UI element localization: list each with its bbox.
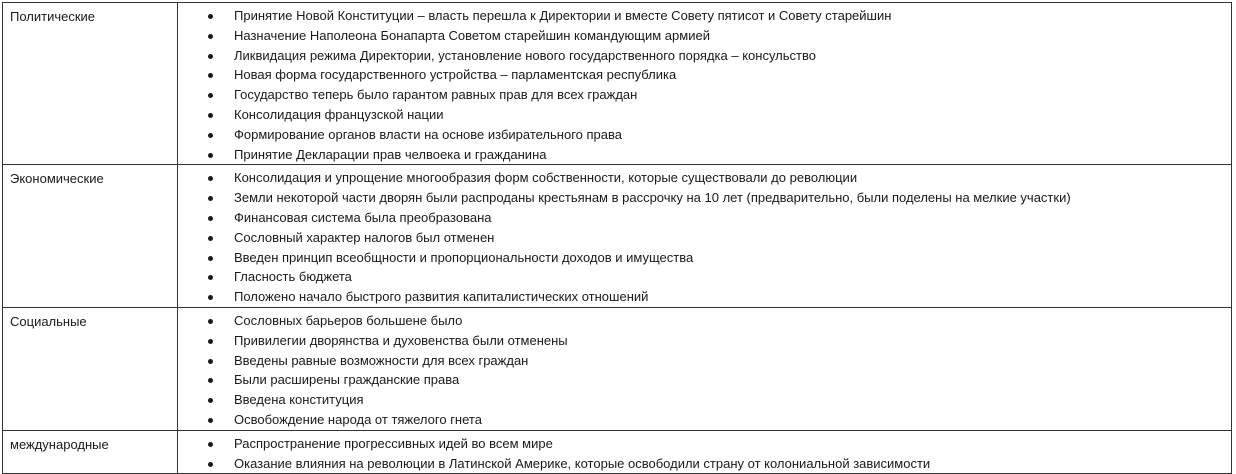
bullet-icon bbox=[208, 14, 213, 19]
category-cell: Социальные bbox=[3, 307, 178, 430]
bullet-list bbox=[178, 168, 1231, 307]
list-item bbox=[178, 248, 1231, 268]
list-item-text: Финансовая система была преобразована bbox=[234, 209, 492, 225]
bullet-icon bbox=[208, 295, 213, 300]
list-item bbox=[178, 85, 1231, 105]
bullet-icon bbox=[208, 359, 213, 364]
bullet-icon bbox=[208, 196, 213, 201]
list-item bbox=[178, 46, 1231, 66]
list-item bbox=[178, 311, 1231, 331]
list-item-text: Консолидация французской нации bbox=[234, 106, 444, 122]
bullet-icon bbox=[208, 113, 213, 118]
items-cell bbox=[178, 3, 1232, 165]
bullet-list bbox=[178, 311, 1231, 430]
list-item bbox=[178, 188, 1231, 208]
bullet-icon bbox=[208, 236, 213, 241]
items-cell bbox=[178, 307, 1232, 430]
list-item-text: Сословный характер налогов был отменен bbox=[234, 229, 495, 245]
items-cell bbox=[178, 165, 1232, 308]
bullet-icon bbox=[208, 73, 213, 78]
list-item bbox=[178, 434, 1231, 454]
category-cell: международные bbox=[3, 430, 178, 474]
list-item bbox=[178, 370, 1231, 390]
list-item bbox=[178, 454, 1231, 474]
bullet-icon bbox=[208, 378, 213, 383]
list-item-text: Введены равные возможности для всех граждан bbox=[234, 352, 529, 368]
bullet-icon bbox=[208, 339, 213, 344]
bullet-list bbox=[178, 434, 1231, 474]
bullet-list bbox=[178, 6, 1231, 164]
list-item-text: Освобождение народа от тяжелого гнета bbox=[234, 411, 482, 427]
list-item-text: Консолидация и упрощение многообразия форм собственности, которые существовали до революции bbox=[234, 170, 858, 186]
bullet-icon bbox=[208, 133, 213, 138]
bullet-icon bbox=[208, 275, 213, 280]
list-item-text: Принятие Новой Конституции – власть перешла к Директории и вместе Совету пятисот и Совету старейшин bbox=[234, 8, 892, 23]
bullet-icon bbox=[208, 153, 213, 158]
bullet-icon bbox=[208, 216, 213, 221]
table-body bbox=[3, 3, 1232, 474]
list-item-text: Привилегии дворянства и духовенства были отменены bbox=[234, 332, 568, 348]
items-cell bbox=[178, 430, 1232, 474]
results-table bbox=[2, 2, 1232, 474]
list-item-text: Новая форма государственного устройства – парламентская республика bbox=[234, 67, 677, 83]
list-item bbox=[178, 331, 1231, 351]
list-item bbox=[178, 351, 1231, 371]
list-item bbox=[178, 410, 1231, 430]
list-item bbox=[178, 390, 1231, 410]
table-row bbox=[3, 3, 1232, 165]
list-item bbox=[178, 267, 1231, 287]
list-item bbox=[178, 125, 1231, 145]
list-item-text: Ликвидация режима Директории, установление нового государственного порядка – консульство bbox=[234, 47, 816, 63]
bullet-icon bbox=[208, 256, 213, 261]
list-item-text: Распространение прогрессивных идей во всем мире bbox=[234, 435, 553, 451]
list-item-text: Оказание влияния на революции в Латинской Америке, которые освободили страну от колониальной зависимости bbox=[234, 455, 931, 471]
list-item-text: Принятие Декларации прав челвоека и гражданина bbox=[234, 146, 547, 162]
list-item-text: Сословных барьеров большене было bbox=[234, 312, 463, 328]
bullet-icon bbox=[208, 319, 213, 324]
list-item bbox=[178, 105, 1231, 125]
list-item bbox=[178, 168, 1231, 188]
bullet-icon bbox=[208, 54, 213, 59]
list-item-text: Государство теперь было гарантом равных прав для всех граждан bbox=[234, 87, 638, 103]
category-cell: Экономические bbox=[3, 165, 178, 308]
bullet-icon bbox=[208, 418, 213, 423]
list-item bbox=[178, 145, 1231, 165]
list-item bbox=[178, 208, 1231, 228]
list-item-text: Земли некоторой части дворян были распроданы крестьянам в рассрочку на 10 лет (предварительно, были поделены на мелкие участки) bbox=[234, 190, 1071, 206]
list-item-text: Были расширены гражданские права bbox=[234, 372, 460, 388]
bullet-icon bbox=[208, 398, 213, 403]
list-item-text: Назначение Наполеона Бонапарта Советом старейшин командующим армией bbox=[234, 27, 710, 43]
list-item bbox=[178, 6, 1231, 26]
bullet-icon bbox=[208, 442, 213, 447]
list-item bbox=[178, 228, 1231, 248]
list-item-text: Введена конституция bbox=[234, 392, 364, 408]
list-item-text: Формирование органов власти на основе избирательного права bbox=[234, 126, 622, 142]
category-cell: Политические bbox=[3, 3, 178, 165]
list-item bbox=[178, 287, 1231, 307]
bullet-icon bbox=[208, 93, 213, 98]
bullet-icon bbox=[208, 34, 213, 39]
table-row bbox=[3, 430, 1232, 474]
table-row bbox=[3, 165, 1232, 308]
list-item bbox=[178, 26, 1231, 46]
list-item-text: Положено начало быстрого развития капиталистических отношений bbox=[234, 289, 649, 305]
bullet-icon bbox=[208, 462, 213, 467]
table-row bbox=[3, 307, 1232, 430]
list-item-text: Гласность бюджета bbox=[234, 269, 352, 285]
list-item bbox=[178, 65, 1231, 85]
bullet-icon bbox=[208, 176, 213, 181]
list-item-text: Введен принцип всеобщности и пропорциональности доходов и имущества bbox=[234, 249, 694, 265]
